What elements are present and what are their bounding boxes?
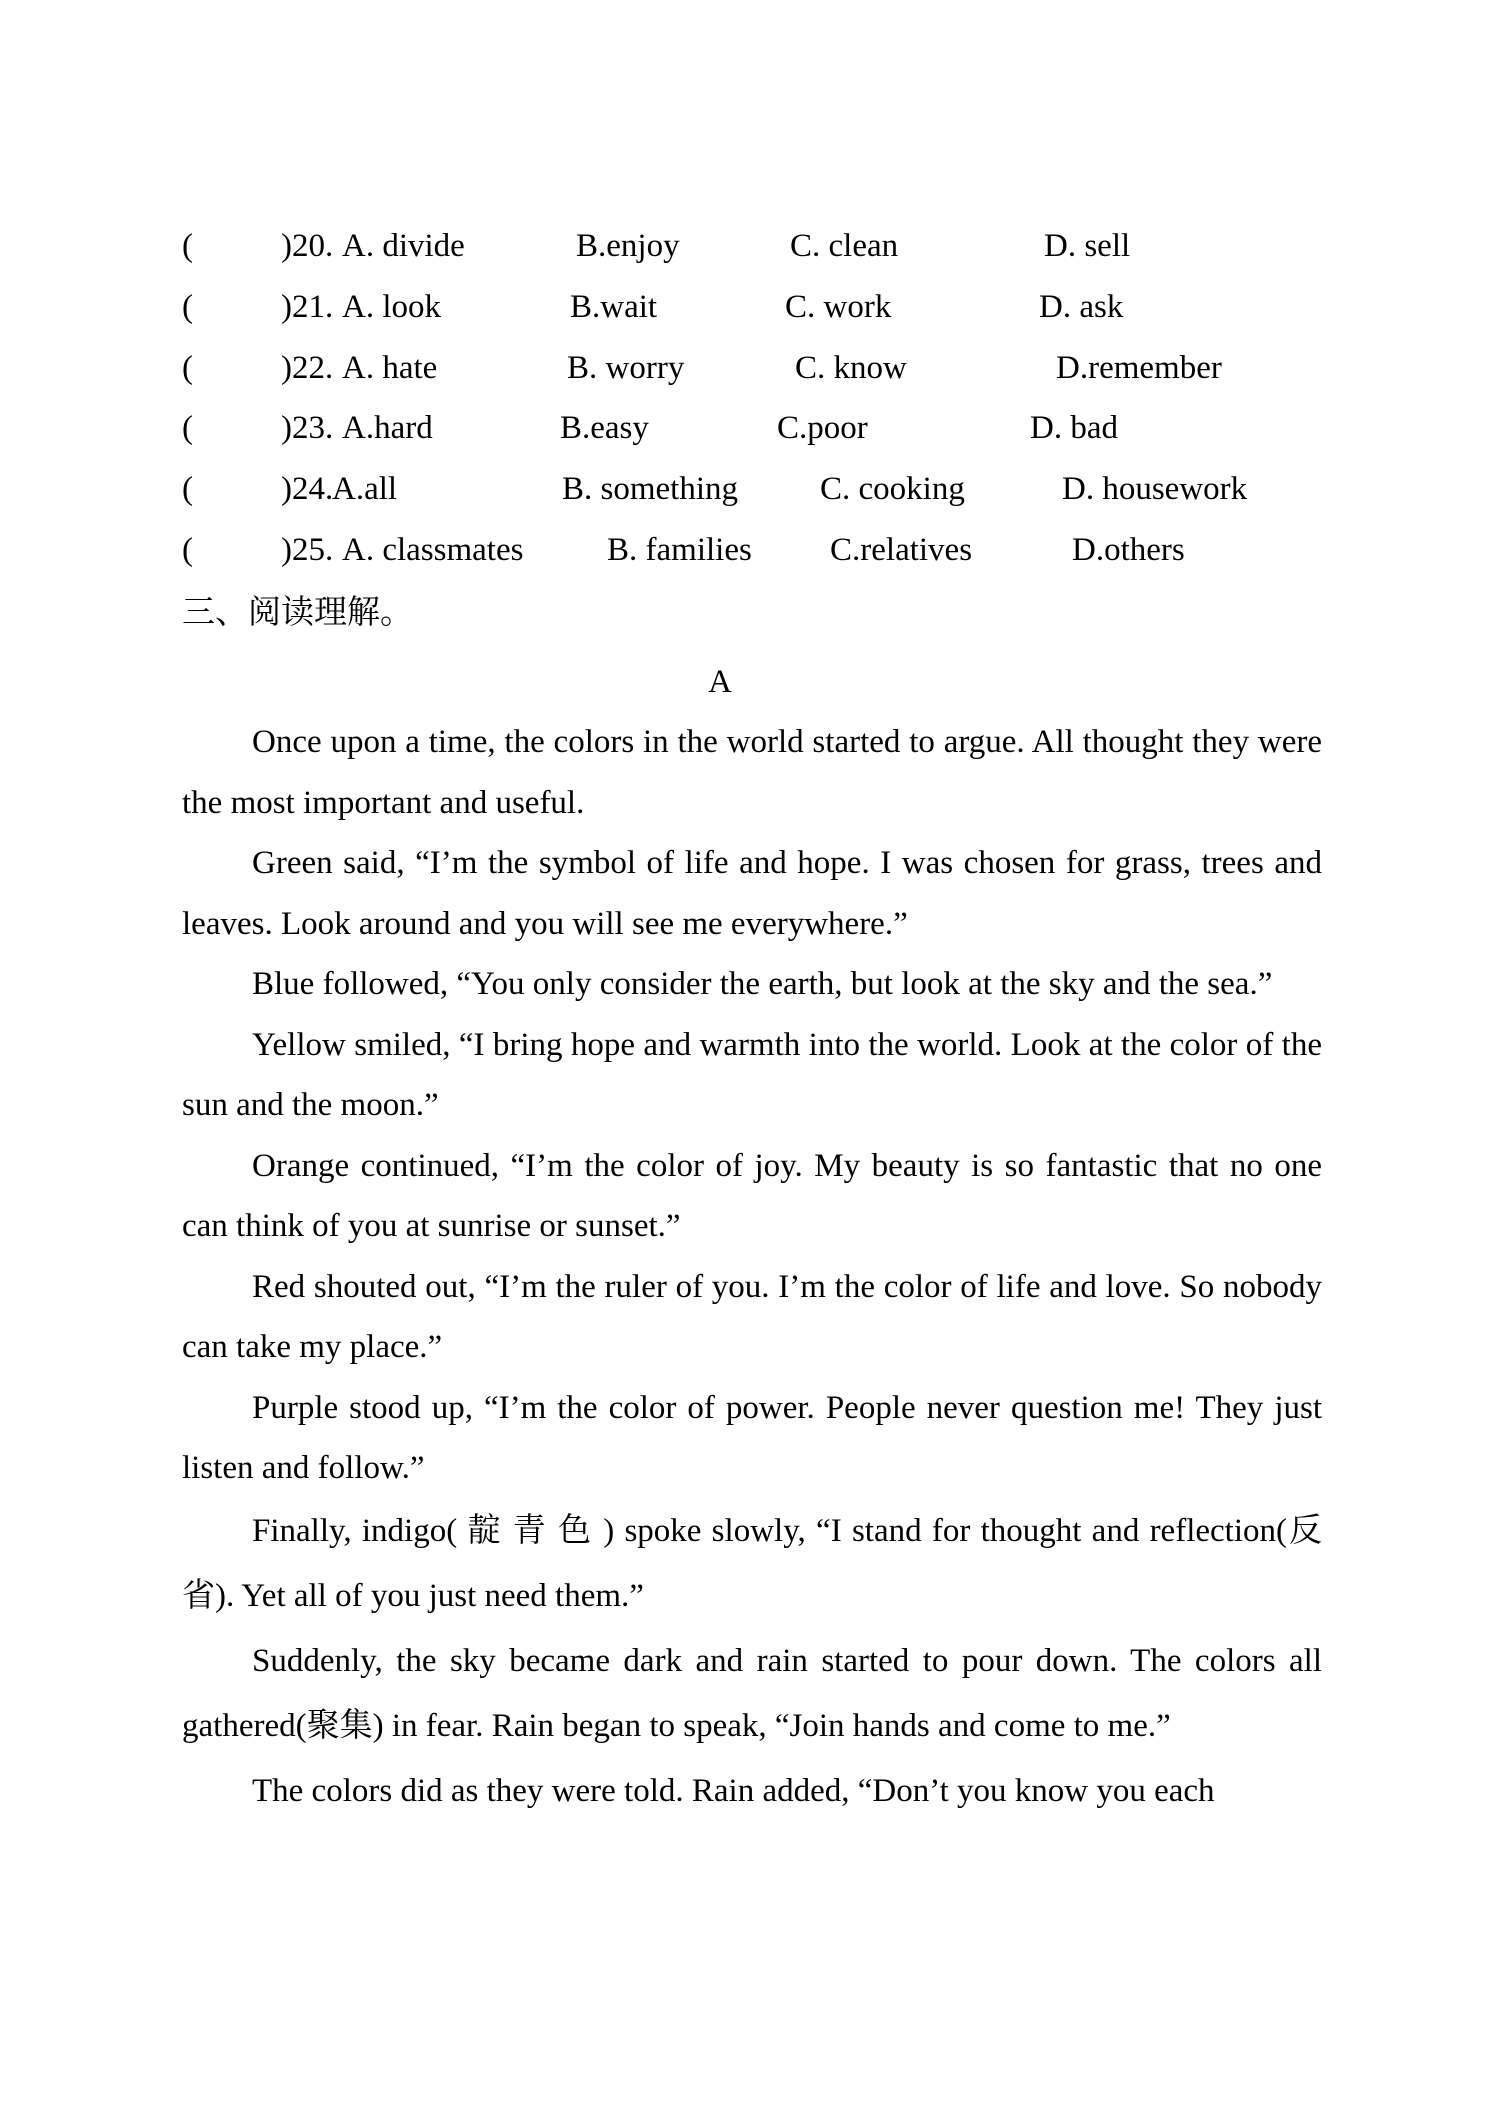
option-d: D.others xyxy=(1072,532,1185,568)
option-d: D. ask xyxy=(1039,289,1124,325)
question-number: )25. xyxy=(281,532,334,568)
answer-blank: ( xyxy=(182,350,193,386)
passage-paragraph: Yellow smiled, “I bring hope and warmth into the world. Look at the color of the sun and the moon.” xyxy=(182,1026,1322,1123)
option-b: B.enjoy xyxy=(576,228,680,264)
reading-passage xyxy=(182,712,1322,1824)
passage-paragraph: Red shouted out, “I’m the ruler of you. I’m the color of life and love. So nobody can take my place.” xyxy=(182,1268,1322,1365)
option-b: B. worry xyxy=(567,350,685,386)
question-row xyxy=(182,526,1322,574)
option-a: A.all xyxy=(332,471,398,507)
passage-paragraph: The colors did as they were told. Rain added, “Don’t you know you each xyxy=(252,1772,1215,1809)
question-number: )23. xyxy=(281,410,334,446)
passage-label: A xyxy=(708,664,732,700)
passage-paragraph: Purple stood up, “I’m the color of power. People never question me! They just listen and follow.” xyxy=(182,1389,1322,1486)
option-b: B.easy xyxy=(560,410,649,446)
question-row xyxy=(182,465,1322,513)
option-a: A. look xyxy=(342,289,441,325)
answer-blank: ( xyxy=(182,471,193,507)
option-c: C. clean xyxy=(790,228,899,264)
option-d: D. sell xyxy=(1044,228,1131,264)
answer-blank: ( xyxy=(182,410,193,446)
question-number: )24. xyxy=(281,471,334,507)
option-a: A. hate xyxy=(342,350,438,386)
question-number: )22. xyxy=(281,350,334,386)
option-a: A. classmates xyxy=(342,532,524,568)
option-b: B. families xyxy=(607,532,752,568)
question-row xyxy=(182,404,1322,452)
question-row xyxy=(182,344,1322,392)
answer-blank: ( xyxy=(182,532,193,568)
passage-paragraph: Once upon a time, the colors in the world started to argue. All thought they were the most important and useful. xyxy=(182,724,1322,821)
option-d: D. bad xyxy=(1030,410,1118,446)
option-b: B. something xyxy=(562,471,739,507)
section-title: 三、阅读理解。 xyxy=(182,595,413,631)
passage-paragraph: Blue followed, “You only consider the earth, but look at the sky and the sea.” xyxy=(252,966,1273,1002)
option-c: C.poor xyxy=(777,410,868,446)
question-number: )20. xyxy=(281,228,334,264)
question-number: )21. xyxy=(281,289,334,325)
passage-paragraph: Green said, “I’m the symbol of life and hope. I was chosen for grass, trees and leaves. Look around and you will see me everywhere.” xyxy=(182,845,1322,942)
passage-paragraph: Suddenly, the sky became dark and rain started to pour down. The colors all gathered(聚集) in fear. Rain began to speak, “Join hands and come to me.” xyxy=(182,1642,1322,1744)
option-c: C.relatives xyxy=(830,532,973,568)
option-a: A. divide xyxy=(342,228,465,264)
question-row xyxy=(182,283,1322,331)
answer-blank: ( xyxy=(182,228,193,264)
option-c: C. work xyxy=(785,289,892,325)
passage-paragraph: Finally, indigo( 靛 青 色 ) spoke slowly, “I stand for thought and reflection(反省). Yet all of you just need them.” xyxy=(182,1512,1322,1614)
option-c: C. cooking xyxy=(820,471,965,507)
option-a: A.hard xyxy=(342,410,433,446)
option-d: D.remember xyxy=(1056,350,1222,386)
question-row xyxy=(182,222,1322,270)
answer-blank: ( xyxy=(182,289,193,325)
option-b: B.wait xyxy=(570,289,658,325)
passage-paragraph: Orange continued, “I’m the color of joy. My beauty is so fantastic that no one can think of you at sunrise or sunset.” xyxy=(182,1147,1322,1244)
option-c: C. know xyxy=(795,350,907,386)
option-d: D. housework xyxy=(1062,471,1248,507)
